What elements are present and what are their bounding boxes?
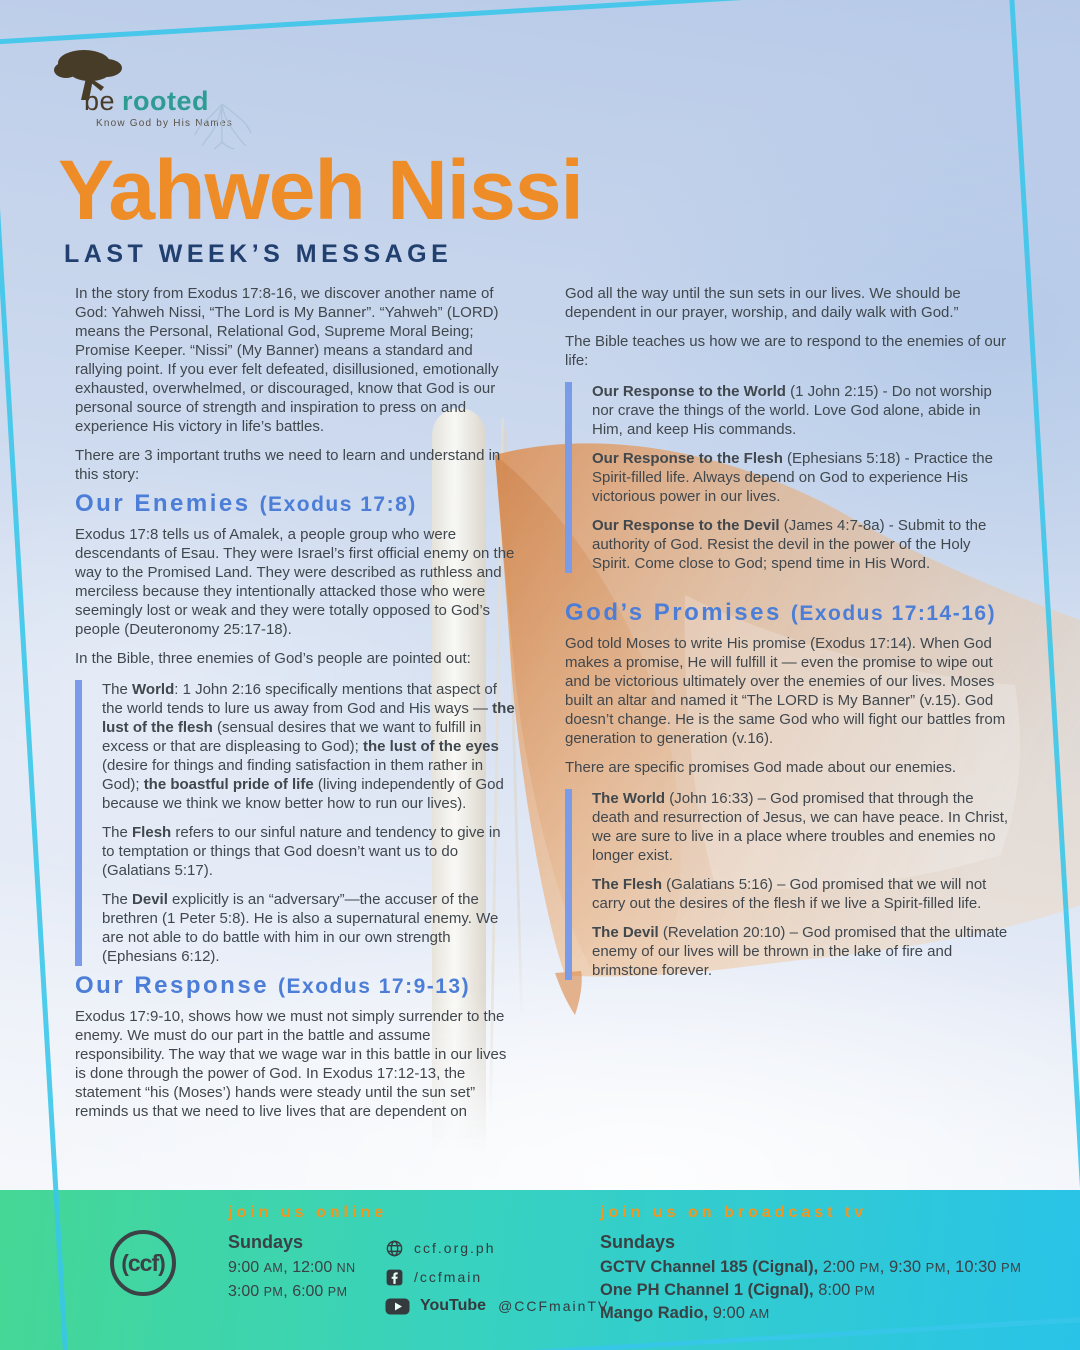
blockquote-specific-promises <box>565 789 1013 980</box>
paragraph: Exodus 17:8 tells us of Amalek, a people group who were descendants of Esau. They were Israel’s first official enemy on the way to the Promised Land. They were described as ruthless and merciless because they intentionally attacked those who were seemingly lost or weak and they were totally opposed to God’s people (Deuteronomy 25:17-18). <box>75 526 515 638</box>
section-heading-gods-promises <box>565 599 1013 626</box>
paragraph: The Bible teaches us how we are to respond to the enemies of our life: <box>565 333 1007 369</box>
paragraph: Our Response to the Devil (James 4:7-8a) - Submit to the authority of God. Resist the devil in the power of the Holy Spirit. Come close to God; spend time in His Word. <box>592 517 987 572</box>
ccf-logo: (ccf) <box>110 1230 176 1296</box>
paragraph: The Devil (Revelation 20:10) – God promised that the ultimate enemy of our lives will be thrown in the lake of fire and brimstone forever. <box>592 924 1008 979</box>
paragraph: The Devil explicitly is an “adversary”—the accuser of the brethren (1 Peter 5:8). He is also a supernatural enemy. We are not able to do battle with him in our own strength (Ephesians 6:12). <box>102 891 499 965</box>
paragraph: Exodus 17:9-10, shows how we must not simply surrender to the enemy. We must do our part in the battle and assume responsibility. The way that we wage war in this battle in our lives is done through the power of God. In Exodus 17:12-13, the statement “his (Moses’) hands were steady until the sun set” reminds us that we need to live lives that are dependent on <box>75 1008 507 1120</box>
online-times-2: 3:00 PM, 6:00 PM <box>228 1283 348 1300</box>
facebook-link[interactable] <box>385 1266 609 1288</box>
paragraph: Our Response to the World (1 John 2:15) - Do not worship nor crave the things of the world. Love God alone, abide in Him, and keep His commands. <box>592 383 992 438</box>
join-us-broadcast-section <box>600 1204 1060 1325</box>
section-scripture-ref: (Exodus 17:8) <box>259 493 417 516</box>
online-day: Sundays <box>228 1232 304 1252</box>
paragraph: There are 3 important truths we need to learn and understand in this story: <box>75 447 501 483</box>
youtube-icon <box>385 1298 410 1315</box>
youtube-label: @CCFmainTV <box>498 1298 610 1314</box>
paragraph: God all the way until the sun sets in our lives. We should be dependent in our prayer, worship, and daily walk with God.” <box>565 285 961 321</box>
paragraph: In the Bible, three enemies of God’s people are pointed out: <box>75 650 471 667</box>
facebook-label: /ccfmain <box>414 1269 483 1285</box>
paragraph: There are specific promises God made about our enemies. <box>565 759 957 776</box>
broadcast-line-oneph: One PH Channel 1 (Cignal), 8:00 PM <box>600 1281 876 1299</box>
paragraph: God told Moses to write His promise (Exodus 17:14). When God makes a promise, He will fulfill it — even the promise to wipe out and be victorious ultimately over the enemies of our lives. Moses built an altar and named it “The LORD is My Banner” (v.15). God doesn’t change. He is the same God who will fight our battles from generation to generation (v.16). <box>565 635 1006 747</box>
right-column <box>565 284 1013 990</box>
broadcast-line-gctv: GCTV Channel 185 (Cignal), 2:00 PM, 9:30 PM, 10:30 PM <box>600 1258 1022 1276</box>
paragraph: In the story from Exodus 17:8-16, we discover another name of God: Yahweh Nissi, “The Lord is My Banner”. “Yahweh” (LORD) means the Personal, Relational God, Supreme Moral Being; Promise Keeper. “Nissi” (My Banner) means a standard and rallying point. If you ever felt defeated, disillusioned, emotionally exhausted, overwhelmed, or discouraged, know that God is our personal source of strength and inspiration to press on and experience His victory in life’s battles. <box>75 285 499 435</box>
globe-icon <box>385 1239 404 1258</box>
broadcast-day: Sundays <box>600 1232 676 1252</box>
page-title: Yahweh Nissi <box>58 143 583 237</box>
youtube-wordmark: YouTube <box>420 1297 487 1314</box>
join-us-online-section <box>228 1204 387 1304</box>
section-scripture-ref: (Exodus 17:9-13) <box>278 975 471 998</box>
youtube-link[interactable] <box>385 1295 609 1317</box>
join-online-heading: join us online <box>228 1204 388 1221</box>
online-times-1: 9:00 AM, 12:00 NN <box>228 1259 356 1276</box>
facebook-icon <box>385 1268 404 1287</box>
brand-wordmark <box>84 86 209 117</box>
section-heading-our-enemies <box>75 490 516 517</box>
paragraph: The World (John 16:33) – God promised that through the death and resurrection of Jesus, we can have peace. In Christ, we are sure to live in a place where troubles and enemies no longer exist. <box>592 790 1009 864</box>
blockquote-three-enemies <box>75 680 516 966</box>
section-heading-our-response <box>75 972 516 999</box>
website-link[interactable] <box>385 1237 609 1259</box>
paragraph: The World: 1 John 2:16 specifically mentions that aspect of the world tends to lure us away from God and His ways — the lust of the flesh (sensual desires that we want to fulfill in excess or that are displeasing to God); the lust of the eyes (desire for things and finding satisfaction in them rather in God); the boastful pride of life (living independently of God because we think we know better how to run our lives). <box>102 681 515 812</box>
blockquote-our-responses <box>565 382 1013 573</box>
join-broadcast-heading: join us on broadcast tv <box>600 1204 868 1221</box>
footer <box>0 1190 1080 1350</box>
left-column <box>75 284 516 1131</box>
online-links <box>385 1237 609 1324</box>
brand-rooted: rooted <box>122 86 210 116</box>
section-title: Our Enemies <box>75 490 251 517</box>
website-label: ccf.org.ph <box>414 1240 496 1256</box>
section-title: God’s Promises <box>565 599 782 626</box>
brand-be: be <box>84 86 116 116</box>
broadcast-line-mango: Mango Radio, 9:00 AM <box>600 1304 770 1322</box>
paragraph: The Flesh (Galatians 5:16) – God promised that we will not carry out the desires of the flesh if we live a Spirit-filled life. <box>592 876 987 912</box>
section-scripture-ref: (Exodus 17:14-16) <box>790 602 997 625</box>
page-subtitle: LAST WEEK’S MESSAGE <box>64 240 453 268</box>
be-rooted-logo <box>50 46 290 156</box>
paragraph: The Flesh refers to our sinful nature and tendency to give in to temptation or things that God doesn’t want us to do (Galatians 5:17). <box>102 824 501 879</box>
section-title: Our Response <box>75 972 270 999</box>
paragraph: Our Response to the Flesh (Ephesians 5:18) - Practice the Spirit-filled life. Always depend on God to experience His victorious power in our lives. <box>592 450 993 505</box>
brand-tagline: Know God by His Names <box>96 118 233 129</box>
